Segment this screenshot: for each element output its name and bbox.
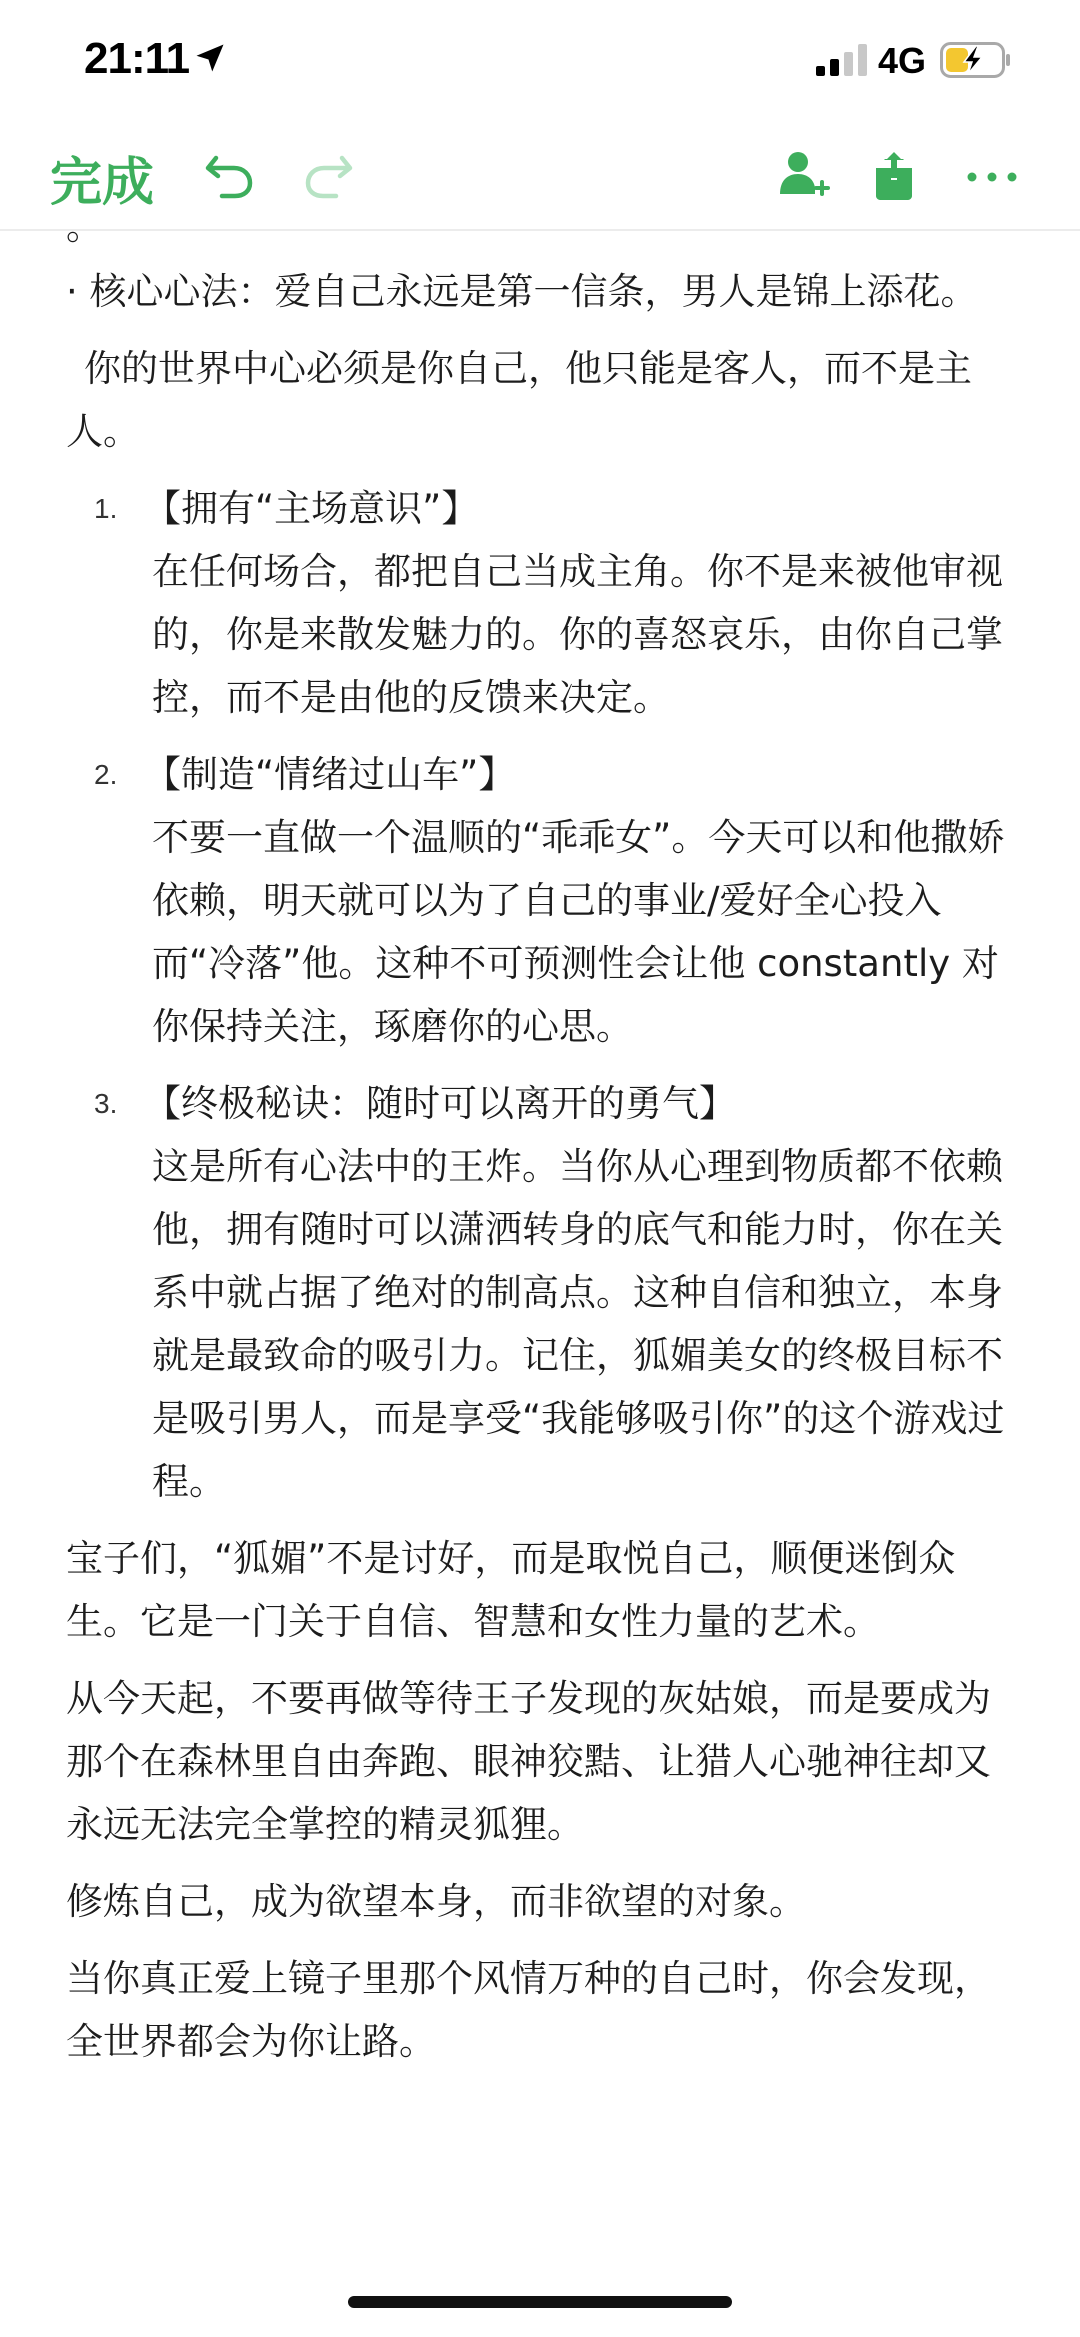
closing-paragraph: 宝子们，“狐媚”不是讨好，而是取悦自己，顺便迷倒众生。它是一门关于自信、智慧和女性力量的艺术。 <box>66 1537 956 1643</box>
list-number: 1. <box>94 493 118 524</box>
editor-toolbar <box>0 120 1080 230</box>
more-icon[interactable] <box>962 144 1022 204</box>
share-icon[interactable] <box>864 144 924 204</box>
list-item-title: 【制造“情绪过山车”】 <box>144 753 516 796</box>
done-button[interactable]: 完成 <box>50 140 154 215</box>
closing-paragraph: 修炼自己，成为欲望本身，而非欲望的对象。 <box>66 1880 806 1923</box>
note-content[interactable] <box>66 205 1026 2087</box>
redo-icon[interactable] <box>298 144 358 204</box>
closing-paragraph: 当你真正爱上镜子里那个风情万种的自己时，你会发现，全世界都会为你让路。 <box>66 1957 991 2063</box>
home-indicator[interactable] <box>348 2296 732 2308</box>
list-item <box>66 1072 1026 1513</box>
list-item-body: 这是所有心法中的王炸。当你从心理到物质都不依赖他，拥有随时可以潇洒转身的底气和能力时，你在关系中就占据了绝对的制高点。这种自信和独立，本身就是最致命的吸引力。记住，狐媚美女的终极目标不是吸引男人，而是享受“我能够吸引你”的这个游戏过程。 <box>152 1145 1005 1503</box>
list-item <box>66 477 1026 729</box>
clipped-text-line: 。 <box>66 205 103 248</box>
list-item <box>66 743 1026 1058</box>
closing-paragraph: 从今天起，不要再做等待王子发现的灰姑娘，而是要成为那个在森林里自由奔跑、眼神狡黠、让猎人心驰神往却又永远无法完全掌控的精灵狐狸。 <box>66 1677 991 1846</box>
add-collaborator-icon[interactable] <box>772 144 832 204</box>
list-item-title: 【拥有“主场意识”】 <box>144 487 479 530</box>
battery-charging-icon <box>940 42 1012 78</box>
list-number: 3. <box>94 1088 118 1119</box>
list-item-body: 不要一直做一个温顺的“乖乖女”。今天可以和他撒娇依赖，明天就可以为了自己的事业/爱好全心投入而“冷落”他。这种不可预测性会让他 constantly 对你保持关注，琢磨你的心思。 <box>152 816 1005 1048</box>
intro-paragraph: 你的世界中心必须是你自己，他只能是客人，而不是主人。 <box>66 347 972 453</box>
list-number: 2. <box>94 759 118 790</box>
location-arrow-icon <box>192 40 228 76</box>
list-item-title: 【终极秘诀：随时可以离开的勇气】 <box>144 1082 736 1125</box>
list-item-body: 在任何场合，都把自己当成主角。你不是来被他审视的，你是来散发魅力的。你的喜怒哀乐，由你自己掌控，而不是由他的反馈来决定。 <box>152 550 1003 719</box>
signal-bars-icon <box>816 44 868 76</box>
status-time: 21:11 <box>84 34 190 83</box>
status-bar <box>0 0 1080 120</box>
undo-icon[interactable] <box>200 144 260 204</box>
network-type: 4G <box>878 40 927 81</box>
toolbar-divider <box>0 229 1080 231</box>
core-method-paragraph: · 核心心法：爱自己永远是第一信条，男人是锦上添花。 <box>66 270 978 313</box>
